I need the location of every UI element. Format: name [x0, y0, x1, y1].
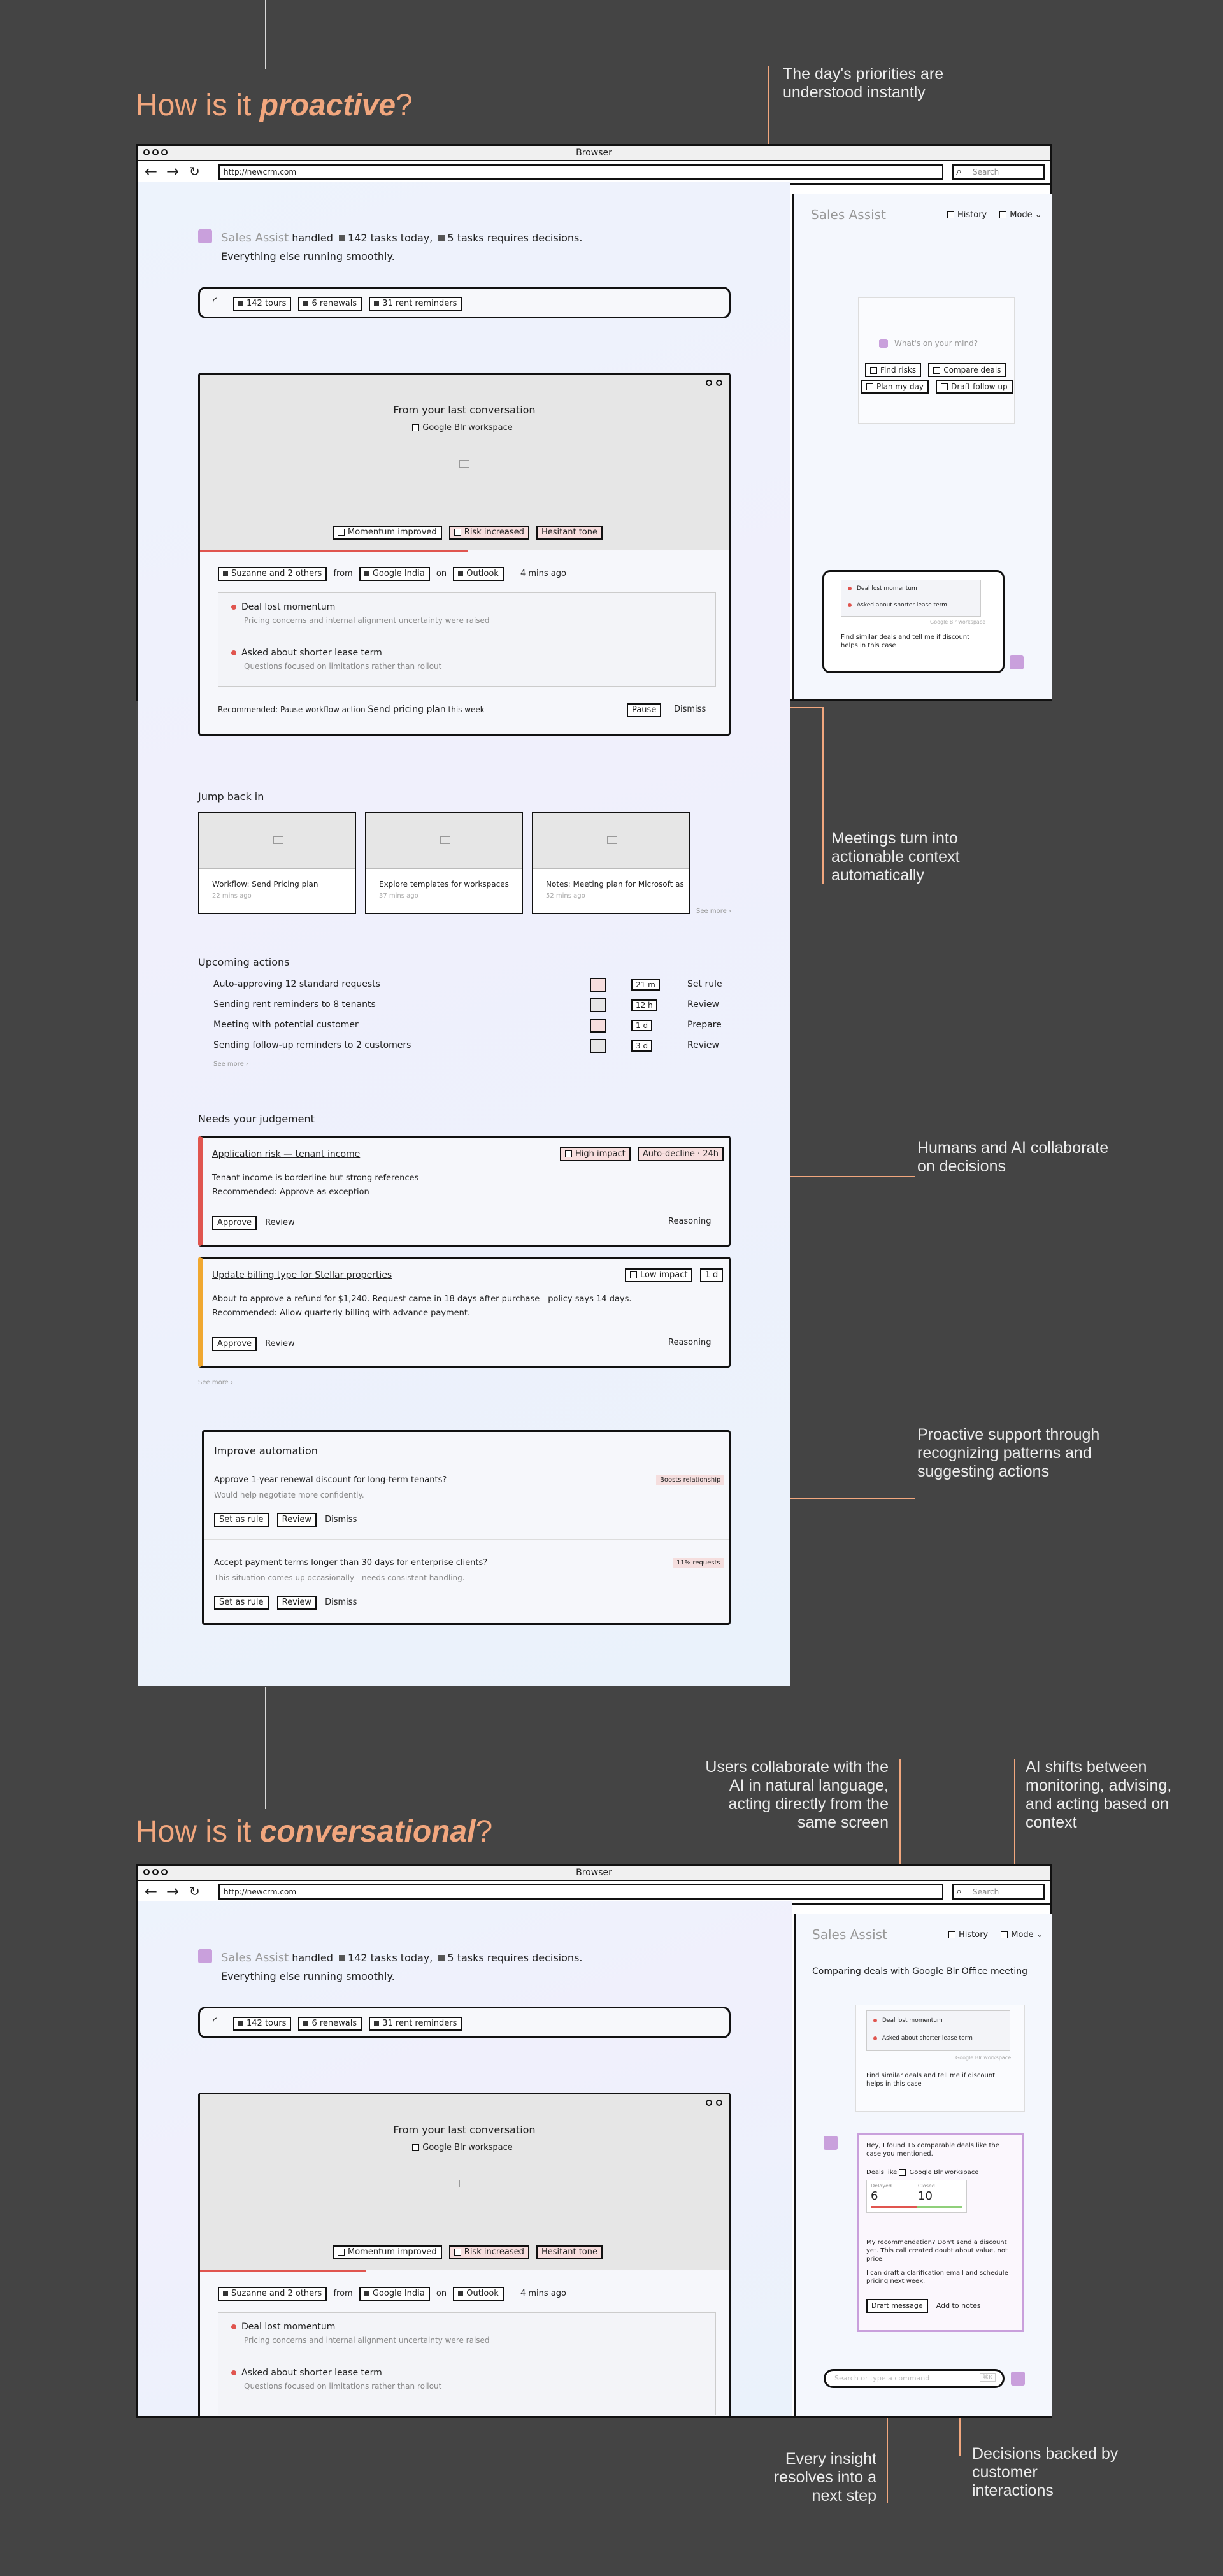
- upcoming-time: 21 m: [631, 979, 660, 991]
- progress-line: [200, 550, 468, 552]
- side-brand: Sales Assist: [812, 1927, 887, 1942]
- app-pill[interactable]: Outlook: [453, 567, 504, 581]
- image-placeholder-icon: [607, 836, 617, 844]
- shortcut-hint: ⌘K: [980, 2373, 996, 2382]
- attached-context: [866, 2010, 1010, 2051]
- pause-button[interactable]: Pause: [627, 703, 661, 717]
- attached-insight: Deal lost momentum: [848, 585, 917, 592]
- tag-momentum-improved[interactable]: Momentum improved: [333, 2245, 442, 2259]
- status-pill-renewals[interactable]: 6 renewals: [298, 297, 362, 311]
- side-brand: Sales Assist: [811, 207, 886, 222]
- automation-card: [202, 1430, 731, 1625]
- calendar-icon: [590, 998, 606, 1012]
- jump-back-card-title: Workflow: Send Pricing plan: [212, 880, 318, 889]
- annotation-proactive-support: Proactive support through recognizing patterns and suggesting actions: [917, 1426, 1100, 1480]
- approve-button[interactable]: Approve: [212, 1337, 257, 1351]
- jump-back-card[interactable]: [365, 812, 523, 914]
- tag-momentum-improved[interactable]: Momentum improved: [333, 526, 442, 540]
- participants-pill[interactable]: Suzanne and 2 others: [218, 2287, 327, 2301]
- draft-message-button[interactable]: Draft message: [866, 2299, 928, 2313]
- insight-detail: Questions focused on limitations rather than rollout: [244, 2382, 442, 2391]
- status-headline: Sales Assist handled 142 tasks today, 5 tasks requires decisions.: [221, 231, 583, 245]
- assistant-avatar-icon: [824, 2136, 838, 2150]
- upcoming-row-text: Auto-approving 12 standard requests: [213, 979, 380, 989]
- status-pill-renewals[interactable]: 6 renewals: [298, 2017, 362, 2031]
- assistant-side-panel: [794, 1914, 1052, 2416]
- assistant-side-panel: [792, 194, 1052, 699]
- conversation-workspace-link[interactable]: Google Blr workspace: [200, 420, 729, 434]
- dismiss-button[interactable]: Dismiss: [674, 705, 706, 714]
- automation-detail: This situation comes up occasionally—needs consistent handling.: [214, 1573, 465, 1582]
- annotation-meetings: Meetings turn into actionable context automatically: [831, 829, 960, 884]
- card-control-icon[interactable]: [716, 380, 722, 386]
- upcoming-action-link[interactable]: Set rule: [687, 979, 722, 989]
- delayed-bar: [871, 2206, 917, 2208]
- tag-risk-increased[interactable]: Risk increased: [449, 2245, 529, 2259]
- status-pill-reminders[interactable]: 31 rent reminders: [369, 2017, 462, 2031]
- calendar-icon: [590, 978, 606, 992]
- card-control-icon[interactable]: [706, 380, 712, 386]
- tag-hesitant-tone[interactable]: Hesitant tone: [536, 526, 603, 540]
- automation-title: Improve automation: [214, 1445, 318, 1457]
- stat-label-delayed: Delayed: [871, 2183, 892, 2189]
- card-control-icon[interactable]: [716, 2100, 722, 2106]
- company-pill[interactable]: Google India: [359, 2287, 430, 2301]
- forward-arrow-icon[interactable]: →: [166, 162, 180, 180]
- tasks-icon: [339, 1955, 345, 1961]
- set-rule-button[interactable]: Set as rule: [214, 1513, 269, 1527]
- conversation-time: 4 mins ago: [520, 569, 566, 578]
- judgement-card-high: [198, 1136, 731, 1247]
- judgement-recommendation: Recommended: Approve as exception: [212, 1187, 369, 1197]
- send-icon[interactable]: [1011, 2372, 1025, 2386]
- insight-detail: Questions focused on limitations rather than rollout: [244, 662, 442, 671]
- status-headline: Sales Assist handled 142 tasks today, 5 tasks requires decisions.: [221, 1951, 583, 1964]
- jump-back-card-time: 37 mins ago: [379, 892, 418, 899]
- stat-value-delayed: 6: [871, 2189, 878, 2203]
- upcoming-action-link[interactable]: Prepare: [687, 1020, 722, 1030]
- prompt-panel: [858, 297, 1015, 424]
- url-bar[interactable]: http://newcrm.com: [218, 164, 943, 180]
- reply-offer: I can draft a clarification email and schedule pricing next week.: [866, 2270, 1008, 2285]
- judgement-line: Tenant income is borderline but strong references: [212, 1173, 419, 1183]
- automation-badge: Boosts relationship: [656, 1475, 724, 1485]
- impact-badge: High impact: [560, 1147, 631, 1161]
- reply-recommendation: My recommendation? Don't send a discount yet. This call created doubt about value, not price.: [866, 2239, 1008, 2263]
- chip-compare-deals[interactable]: Compare deals: [928, 363, 1006, 377]
- user-message: [855, 2005, 1025, 2112]
- conversation-time: 4 mins ago: [520, 2289, 566, 2298]
- annotation-line: [822, 707, 824, 884]
- browser-search-input[interactable]: Search: [952, 164, 1045, 180]
- judgement-title: Needs your judgement: [198, 1113, 315, 1125]
- recommended-action-link[interactable]: Send pricing plan: [368, 705, 446, 715]
- stat-label-closed: Closed: [918, 2183, 935, 2189]
- assistant-reply: [857, 2133, 1024, 2332]
- jump-back-card-title: Notes: Meeting plan for Microsoft as: [546, 880, 684, 889]
- judgement-line: About to approve a refund for $1,240. Request came in 18 days after purchase—policy says 14 days.: [212, 1294, 632, 1304]
- jump-back-card-time: 22 mins ago: [212, 892, 252, 899]
- decisions-icon: [438, 1955, 445, 1961]
- jump-back-card[interactable]: [532, 812, 690, 914]
- insight-detail: Pricing concerns and internal alignment uncertainty were raised: [244, 2336, 490, 2345]
- status-bar: [198, 2007, 731, 2038]
- main-content: [138, 1901, 792, 2416]
- url-bar[interactable]: http://newcrm.com: [218, 1884, 943, 1900]
- browser-titlebar: [138, 146, 1050, 161]
- image-placeholder-icon: [273, 836, 283, 844]
- chat-input-box[interactable]: [822, 570, 1005, 673]
- closed-bar: [917, 2206, 962, 2208]
- chip-draft-follow-up[interactable]: Draft follow up: [936, 380, 1013, 394]
- upcoming-action-link[interactable]: Review: [687, 999, 719, 1010]
- chip-plan-my-day[interactable]: Plan my day: [861, 380, 929, 394]
- participants-pill[interactable]: Suzanne and 2 others: [218, 567, 327, 581]
- reasoning-link[interactable]: Reasoning: [668, 1217, 712, 1226]
- chip-find-risks[interactable]: Find risks: [865, 363, 921, 377]
- insight-title: Deal lost momentum: [231, 602, 335, 612]
- mode-dropdown[interactable]: Mode ⌄: [999, 210, 1041, 221]
- window-maximize-control[interactable]: [161, 149, 168, 155]
- browser-titlebar: [138, 1866, 1050, 1881]
- mode-dropdown[interactable]: Mode ⌄: [1001, 1929, 1043, 1941]
- browser-title: Browser: [576, 148, 612, 158]
- status-subline: Everything else running smoothly.: [221, 1970, 395, 1982]
- tag-hesitant-tone[interactable]: Hesitant tone: [536, 2245, 603, 2259]
- jump-back-title: Jump back in: [198, 791, 264, 803]
- window-close-control[interactable]: [143, 149, 150, 155]
- brand-logo-icon: [198, 1949, 212, 1963]
- upcoming-action-link[interactable]: Review: [687, 1040, 719, 1050]
- dismiss-button[interactable]: Dismiss: [325, 1515, 357, 1524]
- image-placeholder-icon: [459, 460, 469, 468]
- back-arrow-icon[interactable]: ←: [145, 162, 158, 180]
- tag-risk-increased[interactable]: Risk increased: [449, 526, 529, 540]
- command-placeholder: Search or type a command: [834, 2374, 930, 2382]
- calendar-icon: [590, 1039, 606, 1053]
- attached-insight: Deal lost momentum: [873, 2017, 943, 2024]
- conversation-heading: From your last conversation: [393, 2124, 536, 2136]
- forward-arrow-icon[interactable]: →: [166, 1882, 180, 1900]
- upcoming-row-text: Meeting with potential customer: [213, 1020, 359, 1030]
- reasoning-link[interactable]: Reasoning: [668, 1338, 712, 1347]
- back-arrow-icon[interactable]: ←: [145, 1882, 158, 1900]
- conversation-card: [198, 2093, 731, 2416]
- insight-title: Asked about shorter lease term: [231, 648, 382, 658]
- attached-meta: Google Blr workspace: [930, 619, 986, 625]
- upcoming-see-more[interactable]: See more ›: [213, 1061, 248, 1068]
- upcoming-row-text: Sending rent reminders to 8 tenants: [213, 999, 376, 1010]
- dismiss-button[interactable]: Dismiss: [325, 1598, 357, 1607]
- section-connector-line: [265, 0, 266, 69]
- user-message-text: Find similar deals and tell me if discount helps in this case: [866, 2072, 996, 2087]
- review-button[interactable]: Review: [265, 1339, 295, 1349]
- window-close-control[interactable]: [143, 1869, 150, 1875]
- thread-title: Comparing deals with Google Blr Office meeting: [812, 1966, 1028, 1977]
- attached-meta: Google Blr workspace: [955, 2055, 1012, 2061]
- judgement-see-more[interactable]: See more ›: [198, 1379, 233, 1386]
- review-button[interactable]: Review: [265, 1218, 295, 1227]
- add-to-notes-button[interactable]: Add to notes: [936, 2301, 981, 2310]
- loading-spinner-icon: ◜: [213, 295, 217, 308]
- decisions-icon: [438, 235, 445, 241]
- annotation-priorities: The day's priorities are understood instantly: [783, 65, 944, 101]
- review-button[interactable]: Review: [277, 1596, 317, 1610]
- annotation-users-collab: Users collaborate with the AI in natural language, acting directly from the same screen: [705, 1758, 889, 1831]
- annotation-ai-shifts: AI shifts between monitoring, advising, and acting based on context: [1026, 1758, 1172, 1831]
- status-subline: Everything else running smoothly.: [221, 250, 395, 262]
- assistant-icon: [879, 339, 888, 348]
- chat-draft-text: Find similar deals and tell me if discount helps in this case: [841, 634, 970, 649]
- reload-icon[interactable]: ↻: [189, 164, 200, 179]
- main-content: [138, 182, 790, 1686]
- judgement-recommendation: Recommended: Allow quarterly billing with advance payment.: [212, 1308, 471, 1318]
- stat-value-closed: 10: [918, 2189, 933, 2203]
- reply-intro: Hey, I found 16 comparable deals like the case you mentioned.: [866, 2142, 999, 2157]
- status-bar: [198, 287, 731, 318]
- section-connector-line: [265, 1687, 266, 1809]
- browser-title: Browser: [576, 1868, 612, 1878]
- jump-back-card-time: 52 mins ago: [546, 892, 585, 899]
- attached-insight: Asked about shorter lease term: [848, 602, 947, 608]
- calendar-icon: [590, 1019, 606, 1033]
- status-pill-reminders[interactable]: 31 rent reminders: [369, 297, 462, 311]
- progress-line: [200, 2270, 366, 2272]
- annotation-every-insight: Every insight resolves into a next step: [773, 2450, 876, 2505]
- deals-like: Deals like Google Blr workspace: [866, 2167, 982, 2179]
- brand-logo-icon: [198, 229, 212, 243]
- browser-search-input[interactable]: Search: [952, 1884, 1045, 1900]
- automation-question: Accept payment terms longer than 30 days for enterprise clients?: [214, 1558, 488, 1568]
- judgement-card-title[interactable]: Update billing type for Stellar properties: [212, 1270, 392, 1280]
- judgement-card-low: [198, 1257, 731, 1368]
- image-placeholder-icon: [459, 2180, 469, 2187]
- image-placeholder-icon: [440, 836, 450, 844]
- upcoming-title: Upcoming actions: [198, 956, 290, 968]
- jump-back-see-more[interactable]: See more ›: [696, 908, 731, 915]
- tasks-icon: [339, 235, 345, 241]
- history-toggle[interactable]: History: [947, 210, 987, 221]
- search-icon: ⌕: [956, 1885, 962, 1897]
- window-maximize-control[interactable]: [161, 1869, 168, 1875]
- upcoming-time: 1 d: [631, 1020, 652, 1031]
- recommendation: Recommended: Pause workflow action Send pricing plan this week: [218, 705, 485, 715]
- insights-panel: [218, 2312, 716, 2415]
- upcoming-time: 3 d: [631, 1040, 652, 1052]
- impact-badge: Low impact: [625, 1268, 692, 1282]
- history-toggle[interactable]: History: [948, 1929, 988, 1941]
- deadline-badge: Auto-decline · 24h: [638, 1147, 724, 1161]
- upcoming-row-text: Sending follow-up reminders to 2 customers: [213, 1040, 411, 1050]
- annotation-decisions-backed: Decisions backed by customer interactions: [972, 2445, 1119, 2500]
- reload-icon[interactable]: ↻: [189, 1884, 200, 1899]
- conversation-heading: From your last conversation: [393, 404, 536, 416]
- insights-panel: [218, 592, 716, 687]
- conversation-card: [198, 373, 731, 736]
- deadline-badge: 1 d: [700, 1268, 724, 1282]
- attached-context: [841, 580, 981, 617]
- window-minimize-control[interactable]: [152, 1869, 159, 1875]
- automation-detail: Would help negotiate more confidently.: [214, 1491, 364, 1499]
- automation-question: Approve 1-year renewal discount for long-term tenants?: [214, 1475, 447, 1485]
- review-button[interactable]: Review: [277, 1513, 317, 1527]
- send-icon[interactable]: [1010, 655, 1024, 669]
- deal-stats: [866, 2180, 967, 2213]
- window-minimize-control[interactable]: [152, 149, 159, 155]
- section-title-proactive: How is it proactive?: [136, 89, 413, 122]
- loading-spinner-icon: ◜: [213, 2015, 217, 2028]
- conversation-workspace-link[interactable]: Google Blr workspace: [200, 2140, 729, 2154]
- card-control-icon[interactable]: [706, 2100, 712, 2106]
- approve-button[interactable]: Approve: [212, 1216, 257, 1230]
- conversation-meta: Suzanne and 2 others from Google India on Outlook 4 mins ago: [218, 567, 566, 581]
- divider: [204, 1539, 729, 1540]
- jump-back-card-title: Explore templates for workspaces: [379, 880, 509, 889]
- app-pill[interactable]: Outlook: [453, 2287, 504, 2301]
- insight-title: Deal lost momentum: [231, 2322, 335, 2332]
- section-title-conversational: How is it conversational?: [136, 1815, 493, 1849]
- conversation-meta: Suzanne and 2 others from Google India on Outlook 4 mins ago: [218, 2287, 566, 2301]
- annotation-humans-ai: Humans and AI collaborate on decisions: [917, 1139, 1109, 1175]
- insight-detail: Pricing concerns and internal alignment uncertainty were raised: [244, 616, 490, 625]
- jump-back-card[interactable]: [198, 812, 356, 914]
- command-input[interactable]: [824, 2369, 1005, 2388]
- prompt-placeholder: What's on your mind?: [894, 339, 978, 348]
- upcoming-time: 12 h: [631, 999, 657, 1011]
- insight-title: Asked about shorter lease term: [231, 2368, 382, 2378]
- status-pill-tours[interactable]: 142 tours: [233, 2017, 291, 2031]
- search-icon: ⌕: [956, 165, 962, 177]
- judgement-card-title[interactable]: Application risk — tenant income: [212, 1149, 361, 1159]
- company-pill[interactable]: Google India: [359, 567, 430, 581]
- set-rule-button[interactable]: Set as rule: [214, 1596, 269, 1610]
- attached-insight: Asked about shorter lease term: [873, 2035, 973, 2042]
- automation-badge: 11% requests: [673, 1558, 724, 1568]
- status-pill-tours[interactable]: 142 tours: [233, 297, 291, 311]
